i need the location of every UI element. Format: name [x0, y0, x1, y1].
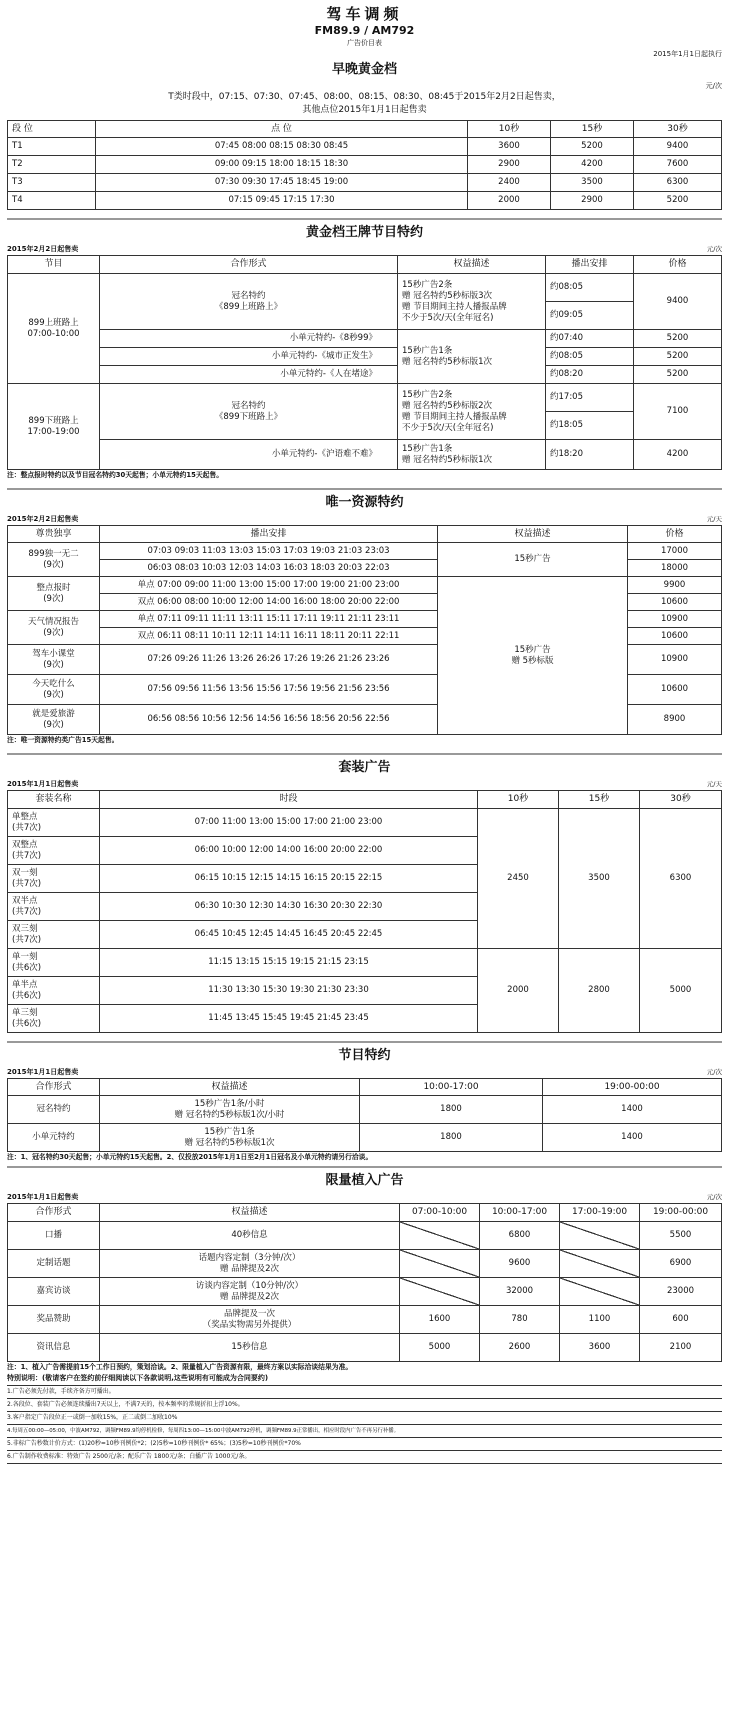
price-cell: 2900 [551, 192, 634, 210]
golden-section-title: 黄金档王牌节目特约 [305, 225, 423, 240]
golden-sale-date: 2015年2月2日起售卖 [7, 245, 79, 253]
section-divider [7, 488, 722, 490]
program-header-day: 10:00-17:00 [360, 1079, 543, 1096]
package-header-15s: 15秒 [559, 791, 640, 809]
package-name-cell: 单一刻 (共6次) [8, 949, 100, 977]
price-cell: 780 [480, 1306, 560, 1334]
rights-cell: 15秒广告1条 赠 冠名特约5秒标版1次 [398, 440, 546, 470]
prime-header-30s: 30秒 [634, 121, 722, 138]
form-cell: 小单元特约-《8秒99》 [100, 330, 398, 348]
schedule-cell: 约08:20 [546, 366, 634, 384]
golden-note: 注：整点报时特约以及节目冠名特约30天起售；小单元特约15天起售。 [7, 471, 224, 479]
rights-cell: 15秒广告 [438, 543, 628, 577]
price-cell: 1100 [560, 1306, 640, 1334]
price-cell: 5000 [640, 949, 722, 1033]
package-table [7, 790, 722, 1033]
golden-unit: 元/次 [706, 245, 722, 253]
form-cell: 冠名特约 《899下班路上》 [100, 384, 398, 440]
price-cell: 5200 [634, 348, 722, 366]
program-header-night: 19:00-00:00 [543, 1079, 722, 1096]
unique-header-schedule: 播出安排 [100, 526, 438, 543]
points-cell: 07:15 09:45 17:15 17:30 [96, 192, 468, 210]
package-sale-date: 2015年1月1日起售卖 [7, 780, 79, 788]
schedule-cell: 约07:40 [546, 330, 634, 348]
rights-cell: 40秒信息 [100, 1222, 400, 1250]
seg-cell: T1 [8, 138, 96, 156]
price-sheet [7, 4, 722, 1464]
program-table [7, 1078, 722, 1152]
package-unit: 元/天 [706, 780, 722, 788]
unavailable-cell [400, 1250, 480, 1278]
schedule-cell: 07:03 09:03 11:03 13:03 15:03 17:03 19:03 21:03 23:03 [100, 543, 438, 560]
times-cell: 06:45 10:45 12:45 14:45 16:45 20:45 22:45 [100, 921, 478, 949]
limited-header-slot3: 17:00-19:00 [560, 1204, 640, 1222]
resource-name-cell: 今天吃什么 (9次) [8, 675, 100, 705]
package-name-cell: 单整点 (共7次) [8, 809, 100, 837]
special-item: 6.广告制作收费标准：特效广告 2500元/条；配乐广告 1800元/条；白播广告 1000元/条。 [7, 1451, 722, 1464]
resource-name-cell: 驾车小课堂 (9次) [8, 645, 100, 675]
form-cell: 定制话题 [8, 1250, 100, 1278]
price-cell: 3500 [559, 809, 640, 949]
price-cell: 7600 [634, 156, 722, 174]
price-cell: 5200 [551, 138, 634, 156]
price-cell: 5500 [640, 1222, 722, 1250]
package-name-cell: 单半点 (共6次) [8, 977, 100, 1005]
price-cell: 1800 [360, 1124, 543, 1152]
price-cell: 7100 [634, 384, 722, 440]
form-cell: 资讯信息 [8, 1334, 100, 1362]
schedule-cell: 单点 07:11 09:11 11:11 13:11 15:11 17:11 19:11 21:11 23:11 [100, 611, 438, 628]
price-cell: 6300 [640, 809, 722, 949]
form-cell: 小单元特约-《沪语难不难》 [100, 440, 398, 470]
unique-header-name: 尊贵独享 [8, 526, 100, 543]
price-cell: 2100 [640, 1334, 722, 1362]
resource-name-cell: 899独一无二 (9次) [8, 543, 100, 577]
form-cell: 口播 [8, 1222, 100, 1250]
golden-header-price: 价格 [634, 256, 722, 274]
special-item: 1.广告必须先付款，手续齐备方可播出。 [7, 1386, 722, 1399]
special-item: 5.非标广告秒数计价方式：(1)20秒=10秒刊例价*2；(2)5秒=10秒刊例价* 65%；(3)5秒=10秒刊例价*70% [7, 1438, 722, 1451]
effective-date: 2015年1月1日起执行 [653, 50, 722, 58]
package-header-10s: 10秒 [478, 791, 559, 809]
unique-section-title: 唯一资源特约 [325, 495, 404, 510]
special-item: 3.客户指定广告段位正一或倒一加收15%，正二或倒二加收10% [7, 1412, 722, 1425]
package-name-cell: 单三刻 (共6次) [8, 1005, 100, 1033]
price-cell: 6300 [634, 174, 722, 192]
prime-section-title: 早晚黄金档 [331, 62, 397, 77]
points-cell: 09:00 09:15 18:00 18:15 18:30 [96, 156, 468, 174]
unique-header-price: 价格 [628, 526, 722, 543]
form-cell: 冠名特约 《899上班路上》 [100, 274, 398, 330]
schedule-cell: 06:56 08:56 10:56 12:56 14:56 16:56 18:56 20:56 22:56 [100, 705, 438, 735]
program-sale-date: 2015年1月1日起售卖 [7, 1068, 79, 1076]
limited-header-slot1: 07:00-10:00 [400, 1204, 480, 1222]
table-row [8, 156, 722, 174]
rights-cell: 15秒广告 赠 5秒标版 [438, 577, 628, 735]
unique-sale-date: 2015年2月2日起售卖 [7, 515, 79, 523]
golden-meta [7, 244, 722, 255]
prime-header-seg: 段 位 [8, 121, 96, 138]
form-cell: 小单元特约-《城市正发生》 [100, 348, 398, 366]
schedule-cell: 约08:05 [546, 274, 634, 302]
program-cell: 899下班路上 17:00-19:00 [8, 384, 100, 470]
price-cell: 1400 [543, 1096, 722, 1124]
golden-table [7, 255, 722, 470]
unique-table [7, 525, 722, 735]
limited-unit: 元/次 [706, 1193, 722, 1201]
price-cell: 23000 [640, 1278, 722, 1306]
schedule-cell: 双点 06:00 08:00 10:00 12:00 14:00 16:00 18:00 20:00 22:00 [100, 594, 438, 611]
price-cell: 2800 [559, 949, 640, 1033]
package-name-cell: 双一刻 (共7次) [8, 865, 100, 893]
price-cell: 1600 [400, 1306, 480, 1334]
rights-cell: 15秒广告2条 赠 冠名特约5秒标版3次 赠 节目期间主持人播报品牌 不少于5次/天(全年冠名) [398, 274, 546, 330]
golden-header-rights: 权益描述 [398, 256, 546, 274]
price-cell: 2400 [468, 174, 551, 192]
unavailable-cell [400, 1222, 480, 1250]
price-cell: 3600 [560, 1334, 640, 1362]
limited-header-rights: 权益描述 [100, 1204, 400, 1222]
schedule-cell: 约18:20 [546, 440, 634, 470]
prime-desc-line2: 其他点位2015年1月1日起售卖 [302, 105, 427, 115]
price-cell: 10600 [628, 594, 722, 611]
section-divider [7, 218, 722, 220]
document-subtitle: 广告价目表 [347, 39, 382, 47]
package-section-title: 套装广告 [338, 760, 391, 775]
package-name-cell: 双三刻 (共7次) [8, 921, 100, 949]
prime-desc-line1: T类时段中，07:15、07:30、07:45、08:00、08:15、08:30、08:45于2015年2月2日起售卖， [168, 92, 561, 102]
limited-header-slot2: 10:00-17:00 [480, 1204, 560, 1222]
schedule-cell: 07:26 09:26 11:26 13:26 26:26 17:26 19:26 21:26 23:26 [100, 645, 438, 675]
limited-header-slot4: 19:00-00:00 [640, 1204, 722, 1222]
rights-cell: 15秒广告1条/小时 赠 冠名特约5秒标版1次/小时 [100, 1096, 360, 1124]
price-cell: 10900 [628, 645, 722, 675]
unavailable-cell [400, 1278, 480, 1306]
price-cell: 8900 [628, 705, 722, 735]
unique-note: 注：唯一资源特约类广告15天起售。 [7, 736, 119, 744]
program-note: 注：1、冠名特约30天起售；小单元特约15天起售。2、仅投放2015年1月1日至2月1日冠名及小单元特约请另行洽谈。 [7, 1153, 373, 1161]
table-row [8, 192, 722, 210]
schedule-cell: 约18:05 [546, 412, 634, 440]
price-cell: 5000 [400, 1334, 480, 1362]
seg-cell: T3 [8, 174, 96, 192]
times-cell: 07:00 11:00 13:00 15:00 17:00 21:00 23:00 [100, 809, 478, 837]
golden-header-program: 节目 [8, 256, 100, 274]
prime-header-points: 点 位 [96, 121, 468, 138]
price-cell: 6900 [640, 1250, 722, 1278]
points-cell: 07:45 08:00 08:15 08:30 08:45 [96, 138, 468, 156]
rights-cell: 15秒广告1条 赠 冠名特约5秒标版1次 [398, 330, 546, 384]
special-title: 特别说明：(敬请客户在签约前仔细阅读以下各款说明,这些说明有可能成为合同要约) [7, 1374, 269, 1382]
unavailable-cell [560, 1222, 640, 1250]
schedule-cell: 约17:05 [546, 384, 634, 412]
form-cell: 奖品赞助 [8, 1306, 100, 1334]
rights-cell: 15秒信息 [100, 1334, 400, 1362]
price-cell: 32000 [480, 1278, 560, 1306]
schedule-cell: 约09:05 [546, 302, 634, 330]
table-row [8, 138, 722, 156]
golden-header-schedule: 播出安排 [546, 256, 634, 274]
program-meta [7, 1067, 722, 1078]
price-cell: 9600 [480, 1250, 560, 1278]
unique-unit: 元/天 [706, 515, 722, 523]
price-cell: 10600 [628, 675, 722, 705]
limited-section-title: 限量植入广告 [325, 1173, 404, 1188]
program-section-title: 节目特约 [338, 1048, 391, 1063]
package-header-times: 时段 [100, 791, 478, 809]
section-divider [7, 753, 722, 755]
price-cell: 2900 [468, 156, 551, 174]
price-cell: 9400 [634, 138, 722, 156]
section-divider [7, 1041, 722, 1043]
schedule-cell: 约08:05 [546, 348, 634, 366]
golden-header-form: 合作形式 [100, 256, 398, 274]
unavailable-cell [560, 1250, 640, 1278]
station-frequency: FM89.9 / AM792 [314, 24, 415, 37]
price-cell: 600 [640, 1306, 722, 1334]
limited-meta [7, 1192, 722, 1203]
rights-cell: 15秒广告1条 赠 冠名特约5秒标版1次 [100, 1124, 360, 1152]
price-cell: 9900 [628, 577, 722, 594]
times-cell: 06:30 10:30 12:30 14:30 16:30 20:30 22:30 [100, 893, 478, 921]
package-name-cell: 双半点 (共7次) [8, 893, 100, 921]
schedule-cell: 07:56 09:56 11:56 13:56 15:56 17:56 19:56 21:56 23:56 [100, 675, 438, 705]
rights-cell: 话题内容定制（3分钟/次） 赠 品牌提及2次 [100, 1250, 400, 1278]
schedule-cell: 06:03 08:03 10:03 12:03 14:03 16:03 18:03 20:03 22:03 [100, 560, 438, 577]
resource-name-cell: 整点报时 (9次) [8, 577, 100, 611]
prime-unit: 元/次 [705, 82, 722, 90]
form-cell: 小单元特约-《人在堵途》 [100, 366, 398, 384]
price-cell: 4200 [551, 156, 634, 174]
times-cell: 06:15 10:15 12:15 14:15 16:15 20:15 22:15 [100, 865, 478, 893]
points-cell: 07:30 09:30 17:45 18:45 19:00 [96, 174, 468, 192]
header [7, 4, 722, 49]
package-name-cell: 双整点 (共7次) [8, 837, 100, 865]
rights-cell: 访谈内容定制（10分钟/次） 赠 品牌提及2次 [100, 1278, 400, 1306]
package-meta [7, 779, 722, 790]
unavailable-cell [560, 1278, 640, 1306]
schedule-cell: 双点 06:11 08:11 10:11 12:11 14:11 16:11 18:11 20:11 22:11 [100, 628, 438, 645]
times-cell: 11:15 13:15 15:15 19:15 21:15 23:15 [100, 949, 478, 977]
program-unit: 元/次 [706, 1068, 722, 1076]
price-cell: 3500 [551, 174, 634, 192]
package-header-30s: 30秒 [640, 791, 722, 809]
price-cell: 2000 [468, 192, 551, 210]
special-item: 4.每周五00:00—05:00，中波AM792，调频FM89.9均停机检修，每周四13:00—15:00中波AM792停机，调频FM89.9正常播出，相应时段内广告不再另行补播。 [7, 1425, 722, 1438]
program-header-form: 合作形式 [8, 1079, 100, 1096]
price-cell: 2000 [478, 949, 559, 1033]
limited-sale-date: 2015年1月1日起售卖 [7, 1193, 79, 1201]
schedule-cell: 单点 07:00 09:00 11:00 13:00 15:00 17:00 19:00 21:00 23:00 [100, 577, 438, 594]
special-item: 2.各段位、套装广告必须连续播出7天以上，不满7天的，按本频率的常规折扣上浮10%。 [7, 1399, 722, 1412]
special-list [7, 1385, 722, 1464]
price-cell: 1800 [360, 1096, 543, 1124]
price-cell: 18000 [628, 560, 722, 577]
rights-cell: 品牌提及一次 （奖品实物需另外提供） [100, 1306, 400, 1334]
table-row [8, 174, 722, 192]
resource-name-cell: 就是爱旅游 (9次) [8, 705, 100, 735]
form-cell: 小单元特约 [8, 1124, 100, 1152]
prime-header-10s: 10秒 [468, 121, 551, 138]
section-divider [7, 1166, 722, 1168]
price-cell: 9400 [634, 274, 722, 330]
price-cell: 4200 [634, 440, 722, 470]
price-cell: 3600 [468, 138, 551, 156]
times-cell: 11:45 13:45 15:45 19:45 21:45 23:45 [100, 1005, 478, 1033]
package-header-name: 套装名称 [8, 791, 100, 809]
price-cell: 2600 [480, 1334, 560, 1362]
station-title: 驾车调频 [326, 5, 403, 23]
form-cell: 嘉宾访谈 [8, 1278, 100, 1306]
unique-meta [7, 514, 722, 525]
program-cell: 899上班路上 07:00-10:00 [8, 274, 100, 384]
seg-cell: T2 [8, 156, 96, 174]
times-cell: 06:00 10:00 12:00 14:00 16:00 20:00 22:00 [100, 837, 478, 865]
price-cell: 6800 [480, 1222, 560, 1250]
program-header-rights: 权益描述 [100, 1079, 360, 1096]
resource-name-cell: 天气情况报告 (9次) [8, 611, 100, 645]
rights-cell: 15秒广告2条 赠 冠名特约5秒标版2次 赠 节目期间主持人播报品牌 不少于5次/天(全年冠名) [398, 384, 546, 440]
price-cell: 1400 [543, 1124, 722, 1152]
limited-header-form: 合作形式 [8, 1204, 100, 1222]
limited-table [7, 1203, 722, 1362]
unique-header-rights: 权益描述 [438, 526, 628, 543]
price-cell: 10900 [628, 611, 722, 628]
price-cell: 5200 [634, 330, 722, 348]
price-cell: 10600 [628, 628, 722, 645]
prime-header-15s: 15秒 [551, 121, 634, 138]
prime-table [7, 120, 722, 210]
price-cell: 5200 [634, 366, 722, 384]
times-cell: 11:30 13:30 15:30 19:30 21:30 23:30 [100, 977, 478, 1005]
form-cell: 冠名特约 [8, 1096, 100, 1124]
price-cell: 17000 [628, 543, 722, 560]
price-cell: 2450 [478, 809, 559, 949]
seg-cell: T4 [8, 192, 96, 210]
limited-note: 注：1、植入广告需提前15个工作日预约，策划洽谈。2、限量植入广告资源有限，最终方案以实际洽谈结果为准。 [7, 1363, 353, 1371]
price-cell: 5200 [634, 192, 722, 210]
